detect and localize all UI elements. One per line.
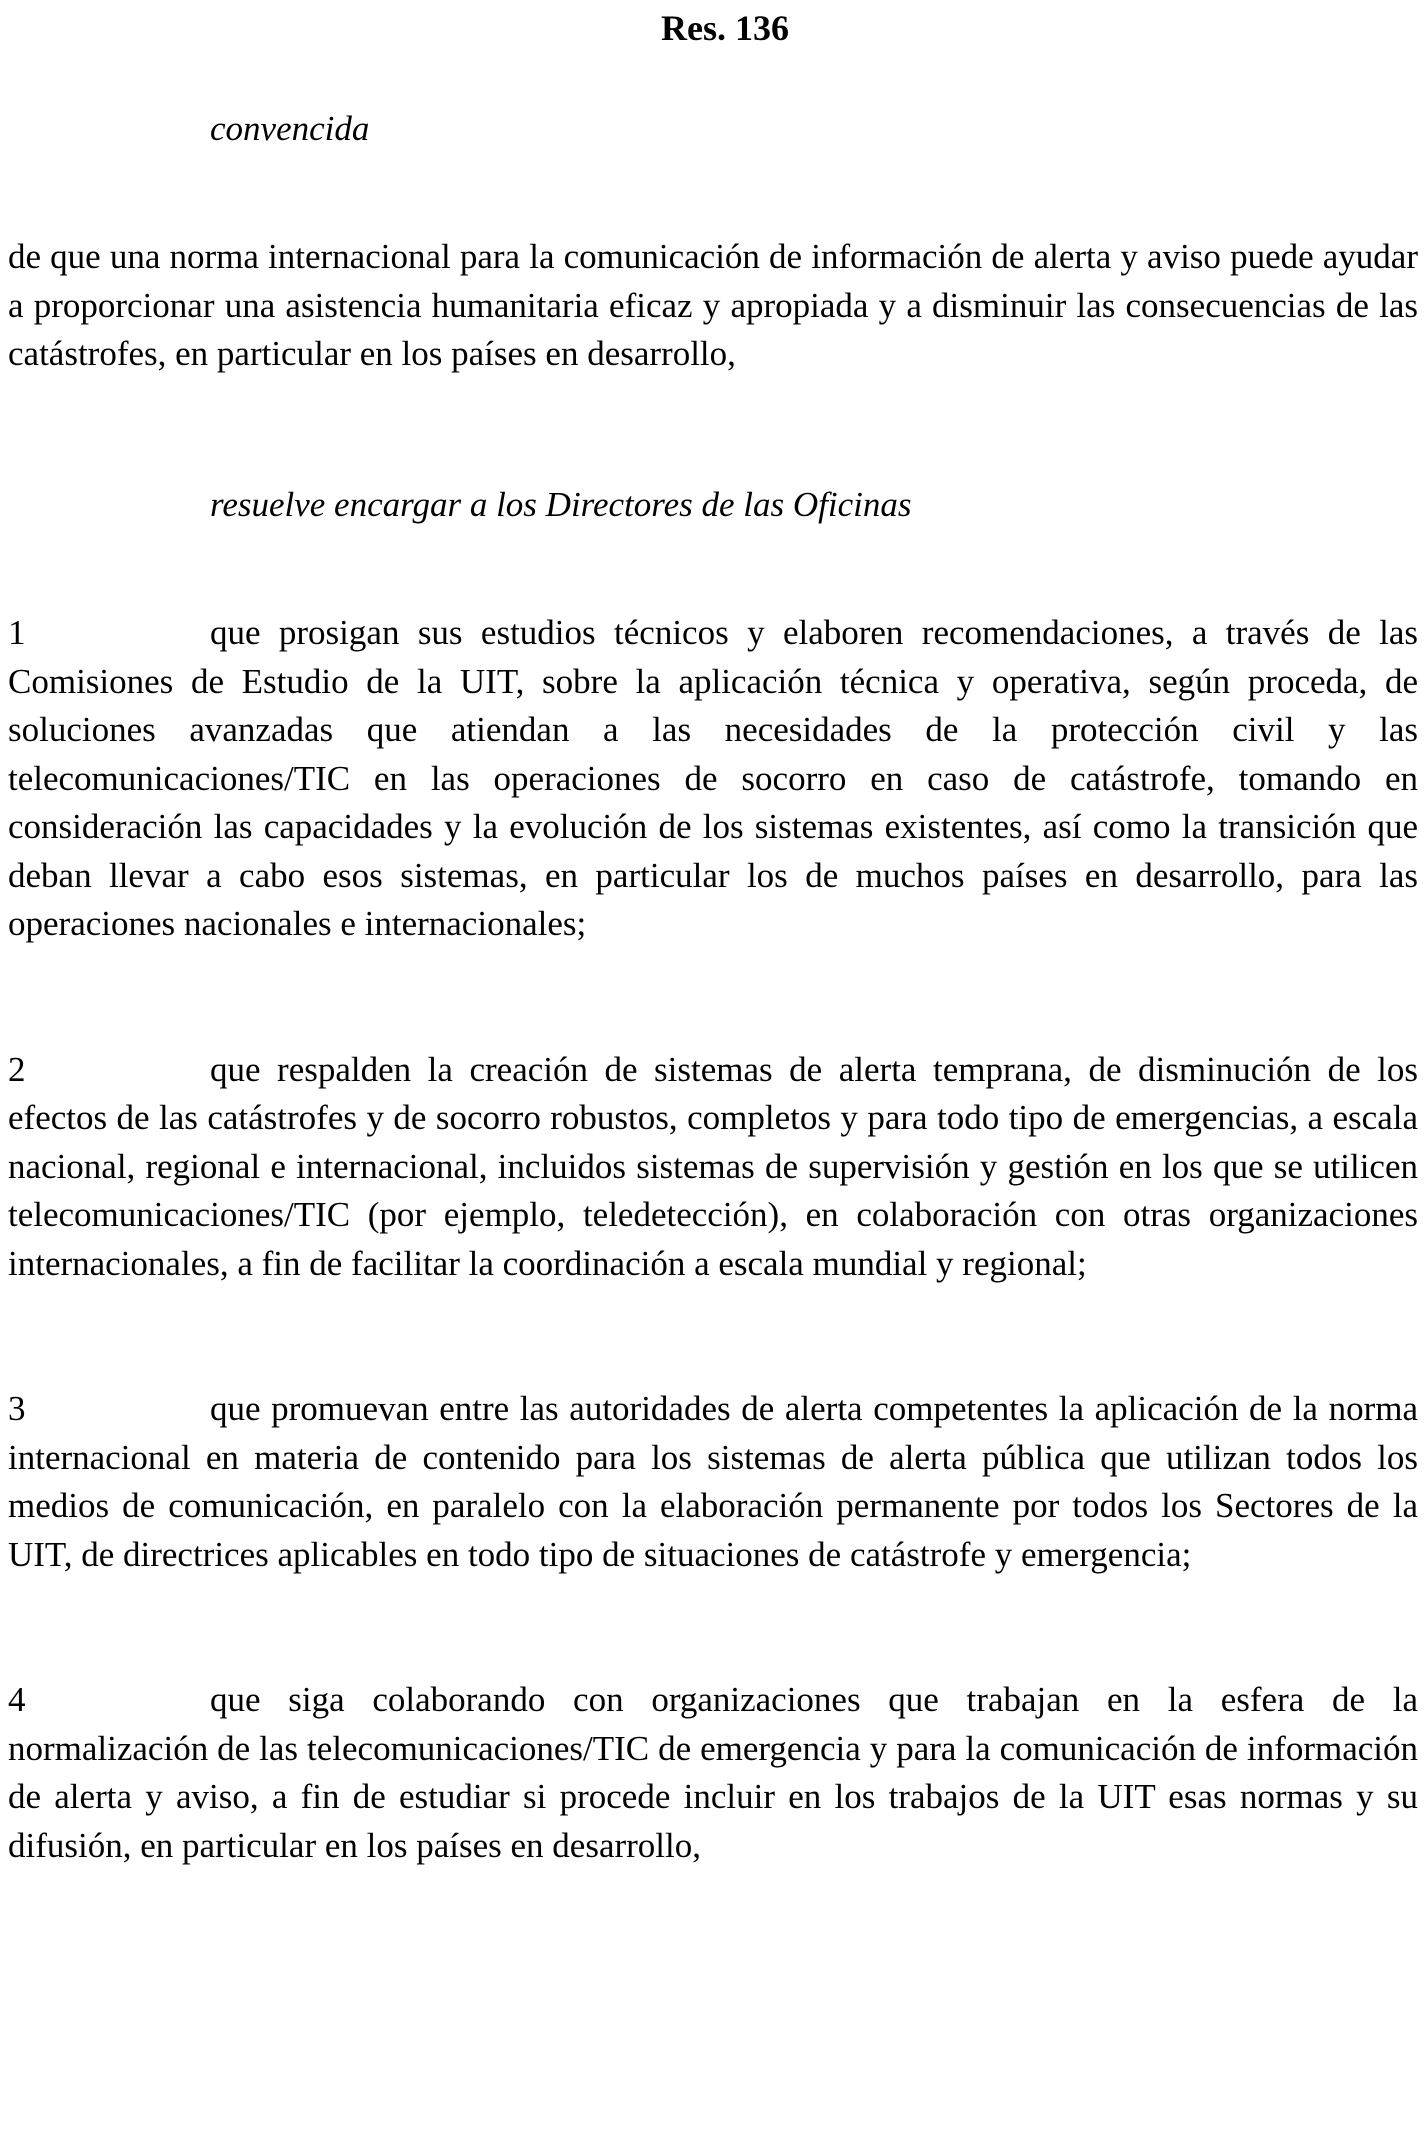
resolve-item-4	[8, 1676, 1418, 1870]
resolve-item-number: 4	[8, 1680, 26, 1719]
resolve-item-number: 1	[8, 613, 26, 652]
resolve-item-2	[8, 1046, 1418, 1289]
resolve-item-number: 3	[8, 1389, 26, 1428]
resolution-header	[8, 4, 1418, 53]
convencida-paragraph: de que una norma internacional para la comunicación de información de alerta y aviso puede ayudar a proporcionar una asistencia humanitaria eficaz y apropiada y a disminuir las consecuencias de las catástrofes, en particular en los países en desarrollo,	[8, 237, 1418, 373]
resolve-item-1	[8, 609, 1418, 949]
document-page	[8, 0, 1418, 1870]
resolve-item-text: que respalden la creación de sistemas de alerta temprana, de disminución de los efectos de las catástrofes y de socorro robustos, completos y para todo tipo de emergencias, a escala nacional, regional e internacional, incluidos sistemas de supervisión y gestión en los que se utilicen telecomunicaciones/TIC (por ejemplo, teledetección), en colaboración con otras organizaciones internacionales, a fin de facilitar la coordinación a escala mundial y regional;	[8, 1049, 1418, 1283]
convencida-label: convencida	[210, 108, 370, 148]
resolve-item-3	[8, 1385, 1418, 1579]
resolve-item-text: que prosigan sus estudios técnicos y elaboren recomendaciones, a través de las Comisiones de Estudio de la UIT, sobre la aplicación técnica y operativa, según proceda, de soluciones avanzadas que atiendan a las necesidades de la protección civil y las telecomunicaciones/TIC en las operaciones de socorro en caso de catástrofe, tomando en consideración las capacidades y la evolución de los sistemas existentes, así como la transición que deban llevar a cabo esos sistemas, en particular los de muchos países en desarrollo, para las operaciones nacionales e internacionales;	[8, 613, 1418, 943]
resolve-item-number: 2	[8, 1049, 26, 1089]
resolve-item-text: que promuevan entre las autoridades de alerta competentes la aplicación de la norma internacional en materia de contenido para los sistemas de alerta pública que utilizan todos los medios de comunicación, en paralelo con la elaboración permanente por todos los Sectores de la UIT, de directrices aplicables en todo tipo de situaciones de catástrofe y emergencia;	[8, 1389, 1418, 1574]
resuelve-label: resuelve encargar a los Directores de las Oficinas	[210, 484, 912, 524]
resolution-title: Res. 136	[661, 8, 789, 48]
resolve-item-text: que siga colaborando con organizaciones que trabajan en la esfera de la normalización de las telecomunicaciones/TIC de emergencia y para la comunicación de información de alerta y aviso, a fin de estudiar si procede incluir en los trabajos de la UIT esas normas y su difusión, en particular en los países en desarrollo,	[8, 1680, 1418, 1865]
